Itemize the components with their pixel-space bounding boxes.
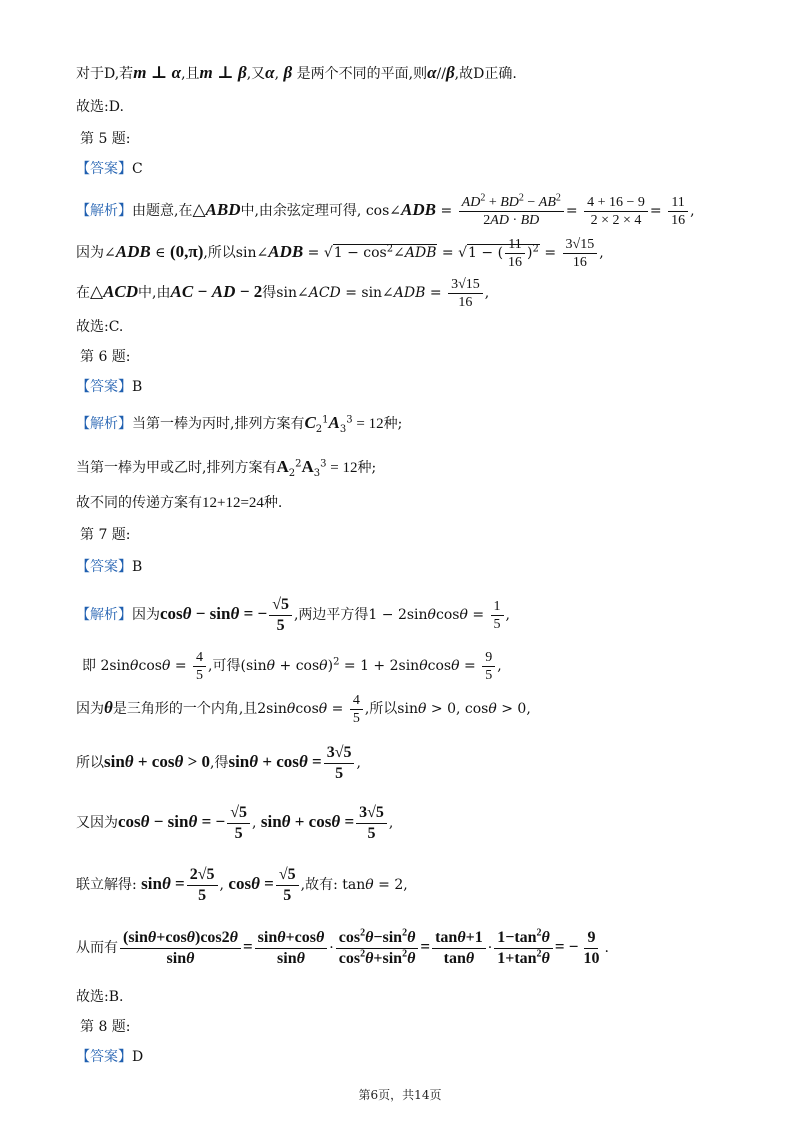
q7-line2: 即 2sinθcosθ = $\frac{4}{5}$ ,可得$(\sin\theta + \cos\theta)^2 = 1 + 2\sin\theta\cos\theta$ = $\frac{9}{5}$ , bbox=[82, 649, 502, 683]
q8-answer-tag: 【答案】 bbox=[76, 1049, 132, 1065]
q8-title: 第 8 题: bbox=[80, 1019, 131, 1035]
q7-line3: 因为θ是三角形的一个内角,且2sinθcosθ = $\frac{4}{5}$ ,所以sinθ > 0, cosθ > 0, bbox=[76, 692, 531, 726]
q7-title: 第 7 题: bbox=[80, 527, 131, 543]
line-d: 对于D,若m ⊥ α,且m ⊥ β,又α, β 是两个不同的平面,则α//β,故D正确. bbox=[76, 63, 517, 82]
q7-line6: 联立解得: sinθ = $\frac{2√5}{5}$ , cosθ = $\frac{√5}{5}$ ,故有: tanθ = 2, bbox=[76, 865, 408, 904]
q7-line5: 又因为cosθ − sinθ = − $\frac{√5}{5}$ , sinθ + cosθ = $\frac{3√5}{5}$ , bbox=[76, 803, 394, 842]
q7-answer-tag: 【答案】 bbox=[76, 559, 132, 575]
q6-line3: 故不同的传递方案有12+12=24种. bbox=[76, 495, 283, 511]
q7-analysis-tag: 【解析】 bbox=[76, 607, 132, 623]
q6-answer-row bbox=[76, 378, 760, 396]
q7-answer-row bbox=[76, 558, 760, 576]
q5-answer: C bbox=[132, 161, 143, 177]
q5-answer-tag: 【答案】 bbox=[76, 161, 132, 177]
q6-answer-tag: 【答案】 bbox=[76, 379, 132, 395]
q5-line1: 【解析】由题意,在△ABD中,由余弦定理可得, cos∠ADB = $\frac{AD^2 + BD^2 - AB^2}{2AD \cdot BD}$ = $\frac{4 + 16 - 9}{2 \times 2 \times 4}$ = $\frac{11}{16}$ , bbox=[76, 191, 695, 228]
q6-line2: 当第一棒为甲或乙时,排列方案有$A_2^2A_3^3 = 12$种; bbox=[76, 457, 377, 479]
q8-answer-row bbox=[76, 1048, 760, 1066]
q7-select: 故选:B. bbox=[76, 989, 124, 1005]
q6-title: 第 6 题: bbox=[80, 349, 131, 365]
q5-line3: 在△ACD中,由AC − AD − 2得sin∠ACD = sin∠ADB = $\frac{3√15}{16}$ , bbox=[76, 276, 490, 310]
q5-select: 故选:C. bbox=[76, 319, 124, 335]
q7-line7: 从而有 $\frac{(\sin\theta+\cos\theta)\cos 2\theta}{\sin\theta}$ = $\frac{\sin\theta+\cos\theta}{\sin\theta}$ · $\frac{\cos^2\theta-\sin^2\theta}{\cos^2\theta+\sin^2\theta}$ = $\frac{\tan\theta+1}{\tan\theta}$ · $\frac{1-\tan^2\theta}{1+\tan^2\theta}$ = − $\frac{9}{10}$ . bbox=[76, 927, 609, 967]
q5-analysis-tag: 【解析】 bbox=[76, 203, 132, 219]
q5-title: 第 5 题: bbox=[80, 131, 131, 147]
q8-answer: D bbox=[132, 1049, 144, 1065]
select-d: 故选:D. bbox=[76, 99, 124, 115]
q5-line2: 因为∠ADB ∈ (0,π),所以sin∠ADB = $√1 - \cos^2\angle ADB = √1$ − ( $\frac{11}{16}$ )$^2$ = $\frac{3√15}{16}$ , bbox=[76, 236, 604, 270]
q5-answer-row bbox=[76, 160, 760, 178]
q6-answer: B bbox=[132, 379, 143, 395]
q6-line1: 【解析】当第一棒为丙时,排列方案有$C_2^1A_3^3 = 12$种; bbox=[76, 413, 403, 435]
q7-line4: 所以sinθ + cosθ > 0,得sinθ + cosθ = $\frac{3√5}{5}$ , bbox=[76, 743, 361, 782]
page-footer: 第6页，共14页 bbox=[358, 1088, 442, 1102]
q7-answer: B bbox=[132, 559, 143, 575]
q7-line1: 【解析】因为cosθ − sinθ = − $\frac{√5}{5}$ ,两边平方得1 − 2sinθcosθ = $\frac{1}{5}$ , bbox=[76, 595, 510, 634]
q6-analysis-tag: 【解析】 bbox=[76, 416, 132, 432]
